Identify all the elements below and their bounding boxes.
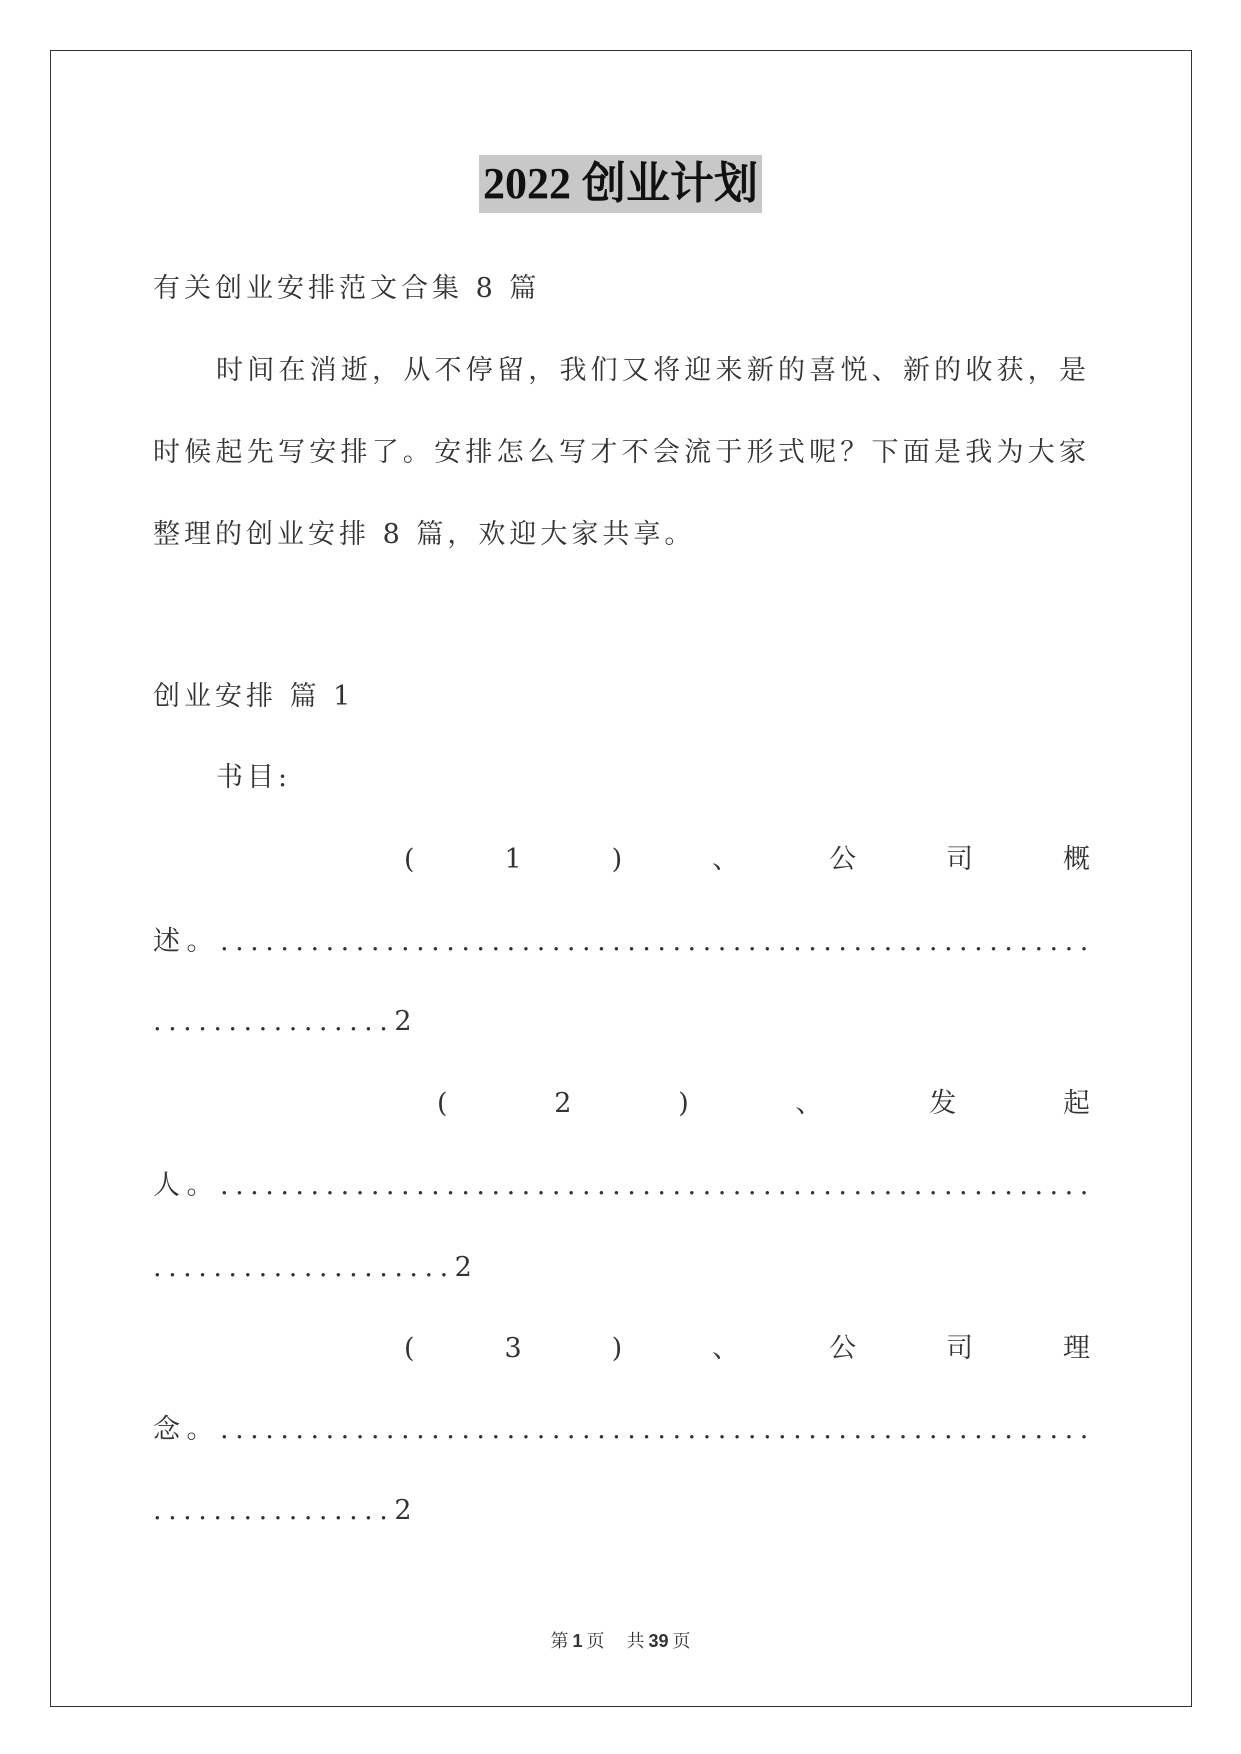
toc-head-char: ) [611,844,623,875]
toc-heading: 书目: [216,762,292,793]
toc-entry-3-page: ................2 [153,1495,418,1526]
toc-head-char: 1 [504,844,522,875]
toc-entry-2-page: ....................2 [153,1252,479,1283]
title-container [0,155,1241,213]
toc-head-char: 、 [712,844,740,875]
footer-page-suffix: 页 [586,1631,605,1652]
toc-head-char: ( [404,844,415,875]
toc-entry-2-head [437,1084,1090,1124]
toc-entry-1-page: ................2 [153,1006,418,1037]
intro-line-2: 时候起先写安排了。安排怎么写才不会流于形式呢？下面是我为大家 [153,437,1090,468]
toc-head-char: 发 [929,1088,957,1119]
document-title: 2022 创业计划 [479,155,762,213]
footer-total-pages: 39 [648,1631,669,1651]
toc-head-char: 公 [829,844,857,875]
toc-head-char: 起 [1062,1088,1090,1119]
toc-head-char: ) [611,1333,623,1364]
toc-head-char: 司 [946,844,974,875]
footer-total-suffix: 页 [672,1631,691,1652]
toc-head-char: 、 [712,1333,740,1364]
toc-entry-1-leader: 述。.......................................................... [153,926,1095,957]
toc-head-char: 、 [795,1088,823,1119]
toc-head-char: 3 [504,1333,522,1364]
footer-page-prefix: 第 [550,1631,569,1652]
toc-head-char: ( [404,1333,415,1364]
toc-head-char: 概 [1063,844,1090,875]
intro-line-1: 时间在消逝，从不停留，我们又将迎来新的喜悦、新的收获，是 [216,355,1090,386]
footer-total-prefix: 共 [626,1631,645,1652]
toc-head-char: 理 [1063,1333,1090,1364]
toc-entry-2-leader: 人。.......................................................... [153,1170,1095,1201]
section-heading: 创业安排 篇 1 [153,681,355,712]
document-subtitle: 有关创业安排范文合集 8 篇 [153,273,541,304]
toc-entry-3-leader: 念。.......................................................... [153,1414,1095,1445]
toc-head-char: ( [437,1088,448,1119]
toc-entry-1-head [404,840,1090,880]
footer-page-number: 1 [572,1631,583,1651]
intro-line-3: 整理的创业安排 8 篇，欢迎大家共享。 [153,519,696,550]
toc-head-char: ) [678,1088,689,1119]
toc-head-char: 2 [554,1088,572,1119]
toc-head-char: 公 [829,1333,857,1364]
page-footer [0,1628,1241,1655]
toc-head-char: 司 [946,1333,974,1364]
toc-entry-3-head [404,1329,1090,1369]
